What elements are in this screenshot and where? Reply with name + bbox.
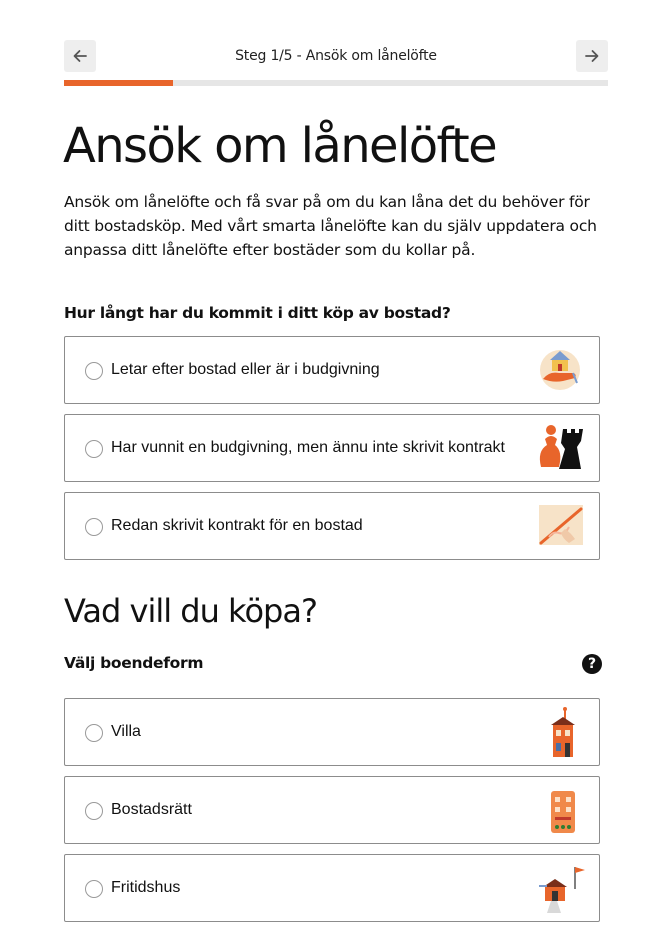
radio-button[interactable] bbox=[85, 802, 103, 820]
step-label: Steg 1/5 - Ansök om lånelöfte bbox=[235, 48, 437, 64]
stage-question-label: Hur långt har du kommit i ditt köp av bostad? bbox=[64, 304, 451, 322]
housing-option-villa[interactable] bbox=[64, 698, 600, 766]
progress-bar bbox=[64, 80, 608, 86]
stage-option-won-bid[interactable] bbox=[64, 414, 600, 482]
option-label: Letar efter bostad eller är i budgivning bbox=[111, 361, 380, 378]
option-label: Redan skrivit kontrakt för en bostad bbox=[111, 517, 363, 534]
progress-fill bbox=[64, 80, 173, 86]
radio-button[interactable] bbox=[85, 724, 103, 742]
radio-button[interactable] bbox=[85, 518, 103, 536]
radio-button[interactable] bbox=[85, 362, 103, 380]
villa-house-icon bbox=[535, 705, 589, 759]
radio-button[interactable] bbox=[85, 880, 103, 898]
purchase-heading: Vad vill du köpa? bbox=[64, 592, 317, 630]
house-in-hand-icon bbox=[535, 343, 589, 397]
signing-pen-icon bbox=[535, 499, 589, 553]
radio-button[interactable] bbox=[85, 440, 103, 458]
stage-option-contract-signed[interactable] bbox=[64, 492, 600, 560]
housing-option-bostadsratt[interactable] bbox=[64, 776, 600, 844]
option-label: Fritidshus bbox=[111, 879, 181, 896]
stage-option-searching[interactable] bbox=[64, 336, 600, 404]
apartment-building-icon bbox=[535, 783, 589, 837]
housing-option-fritidshus[interactable] bbox=[64, 854, 600, 922]
arrow-right-icon bbox=[583, 47, 601, 65]
option-label: Bostadsrätt bbox=[111, 801, 192, 818]
option-label: Villa bbox=[111, 723, 141, 740]
intro-text: Ansök om lånelöfte och få svar på om du kan låna det du behöver för ditt bostadsköp. Med vårt smarta lånelöfte kan du själv uppdatera och anpassa ditt lånelöfte efter bostäder som du kollar på. bbox=[64, 193, 597, 259]
step-header bbox=[64, 40, 608, 72]
housing-type-question: Välj boendeform bbox=[64, 654, 204, 672]
page-title: Ansök om lånelöfte bbox=[63, 118, 497, 174]
option-label: Har vunnit en budgivning, men ännu inte skrivit kontrakt bbox=[111, 439, 505, 456]
cottage-flag-icon bbox=[535, 861, 589, 915]
chess-pieces-icon bbox=[535, 421, 589, 475]
help-icon[interactable]: ? bbox=[582, 654, 602, 674]
next-button[interactable] bbox=[576, 40, 608, 72]
